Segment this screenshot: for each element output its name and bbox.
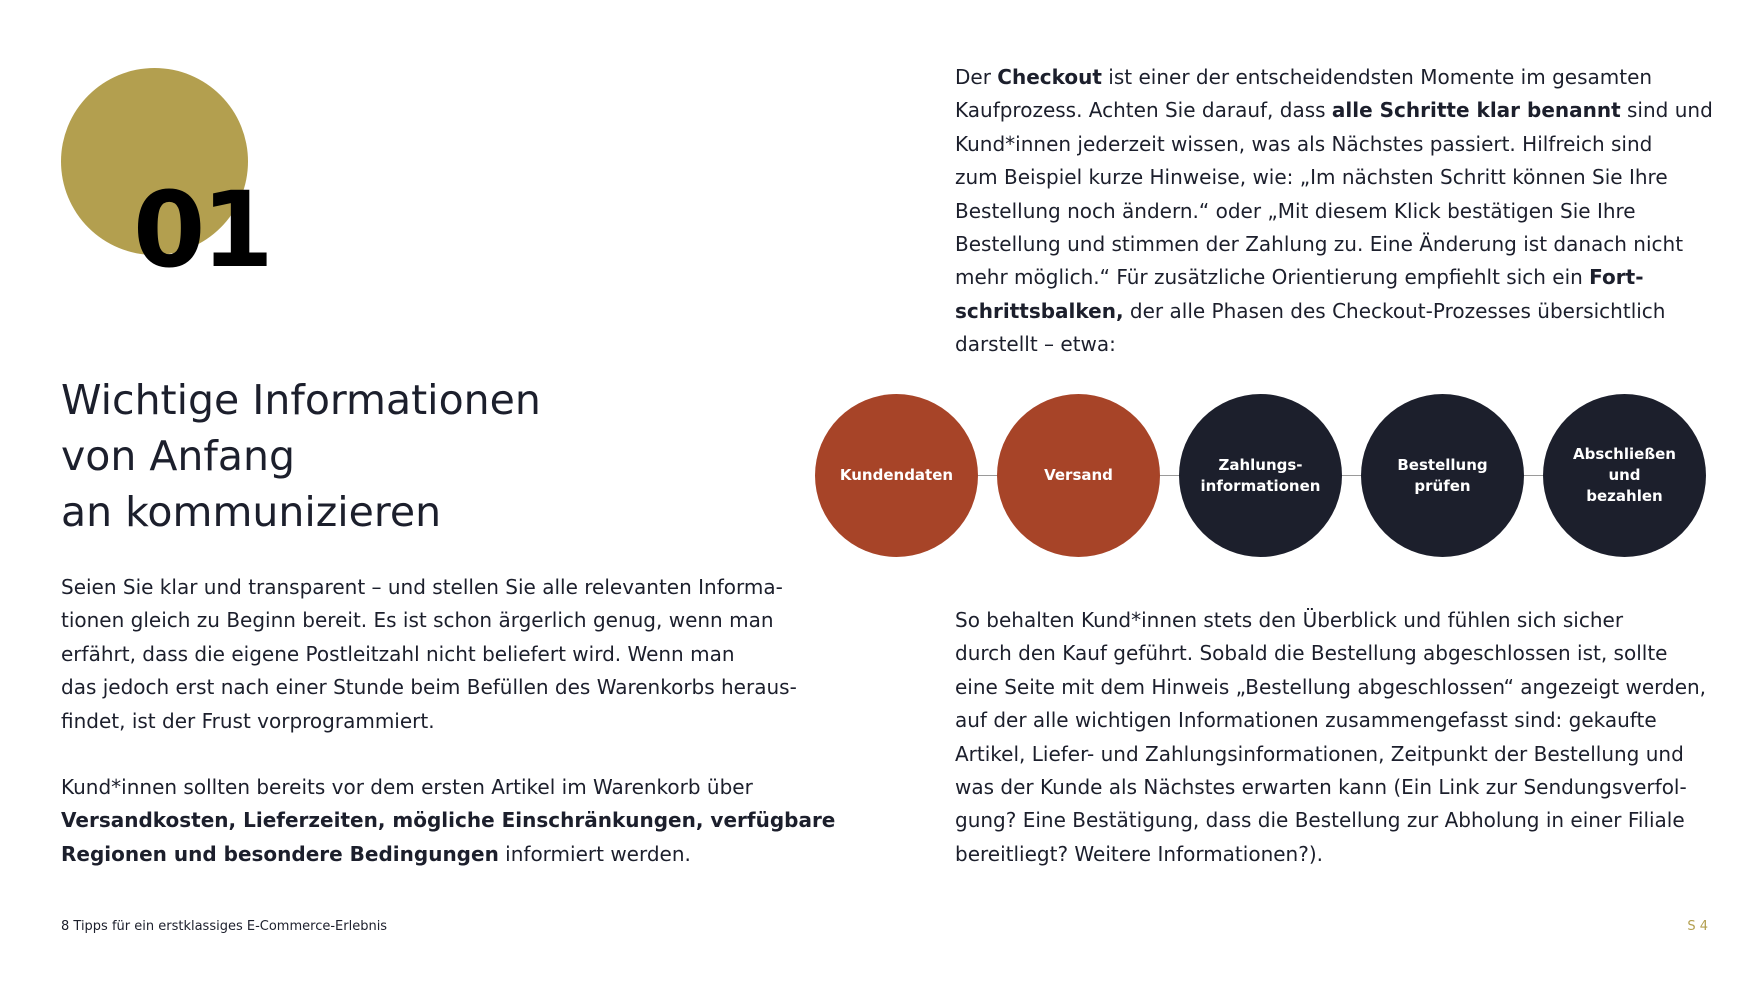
text-line: Bestellung noch ändern.“ oder „Mit diesem Klick bestätigen Sie Ihre [955,198,1636,223]
step-label: Versand [1044,466,1113,484]
step-label: Kundendaten [839,466,954,484]
section-number: 01 [133,169,270,291]
text-line: findet, ist der Frust vorprogrammiert. [61,708,435,733]
text-segment: Kaufprozess. Achten Sie darauf, dass [955,98,1332,123]
text-line: Bestellung und stimmen der Zahlung zu. Eine Änderung ist danach nicht [955,232,1684,257]
step-label: Bestellung prüfen [1397,455,1488,495]
text-segment: ist einer der entscheidendsten Momente im gesamten [1101,65,1653,89]
text-segment: der alle Phasen des Checkout-Prozesses übersichtlich [1123,298,1666,323]
heading-line: Wichtige Informationen [61,376,541,424]
text-line: Kund*innen jederzeit wissen, was als Nächstes passiert. Hilfreich sind [955,131,1653,156]
heading-line: von Anfang [61,432,295,480]
step-kundendaten [815,394,978,557]
bold-text: alle Schritte klar benannt [1331,98,1621,123]
bold-text: Fort- [1589,265,1644,290]
left-paragraph-1 [61,571,797,738]
text-line: durch den Kauf geführt. Sobald die Bestellung abgeschlossen ist, sollte [955,641,1668,666]
bold-text: schrittsbalken, [955,298,1124,323]
section-heading [61,372,781,540]
footer-page-number: S 4 [1687,919,1708,934]
text-line: bereitliegt? Weitere Informationen?). [955,841,1323,866]
text-line: So behalten Kund*innen stets den Überblick und fühlen sich sicher [955,608,1624,632]
bold-text: Checkout [997,65,1102,89]
bold-text: Versandkosten, Lieferzeiten, mögliche Einschränkungen, verfügbare [61,808,836,833]
left-paragraph-2 [61,771,835,871]
text-segment: mehr möglich.“ Für zusätzliche Orientierung empfiehlt sich ein [955,265,1590,290]
step-versand [997,394,1160,557]
step-bestellung-pruefen [1361,394,1524,557]
text-line: was der Kunde als Nächstes erwarten kann (Ein Link zur Sendungsverfol- [955,775,1687,800]
text-line [955,61,1713,94]
text-line: zum Beispiel kurze Hinweise, wie: „Im nächsten Schritt können Sie Ihre [955,165,1668,190]
text-line: das jedoch erst nach einer Stunde beim Befüllen des Warenkorbs heraus- [61,675,797,700]
text-line: eine Seite mit dem Hinweis „Bestellung abgeschlossen“ angezeigt werden, [955,674,1707,699]
right-paragraph-1 [955,61,1713,362]
checkout-progress-steps [815,394,1707,557]
step-zahlungsinformationen [1179,394,1342,557]
text-line [955,94,1713,127]
text-segment: Der [955,65,998,89]
heading-line: an kommunizieren [61,488,442,536]
text-line [955,295,1713,328]
step-label: Abschließen und bezahlen [1573,445,1676,505]
text-line: Artikel, Liefer- und Zahlungsinformationen, Zeitpunkt der Bestellung und [955,741,1684,766]
footer-document-title: 8 Tipps für ein erstklassiges E-Commerce-Erlebnis [61,919,388,934]
step-label: Zahlungs- informationen [1200,455,1321,495]
text-line [955,261,1713,294]
right-paragraph-2 [955,604,1706,871]
text-line: Seien Sie klar und transparent – und stellen Sie alle relevanten Informa- [61,575,783,599]
bold-text: Regionen und besondere Bedingungen [61,841,499,866]
text-line: erfährt, dass die eigene Postleitzahl nicht beliefert wird. Wenn man [61,641,735,666]
step-abschliessen [1543,394,1706,557]
text-line: darstellt – etwa: [955,332,1116,357]
text-line: Kund*innen sollten bereits vor dem ersten Artikel im Warenkorb über [61,775,753,799]
text-line: auf der alle wichtigen Informationen zusammengefasst sind: gekaufte [955,708,1657,733]
text-line: tionen gleich zu Beginn bereit. Es ist schon ärgerlich genug, wenn man [61,608,774,633]
text-line: gung? Eine Bestätigung, dass die Bestellung zur Abholung in einer Filiale [955,808,1685,833]
text-line [61,804,835,837]
text-segment: sind und [1620,98,1713,123]
text-line [61,838,835,871]
text-segment: informiert werden. [498,841,691,866]
